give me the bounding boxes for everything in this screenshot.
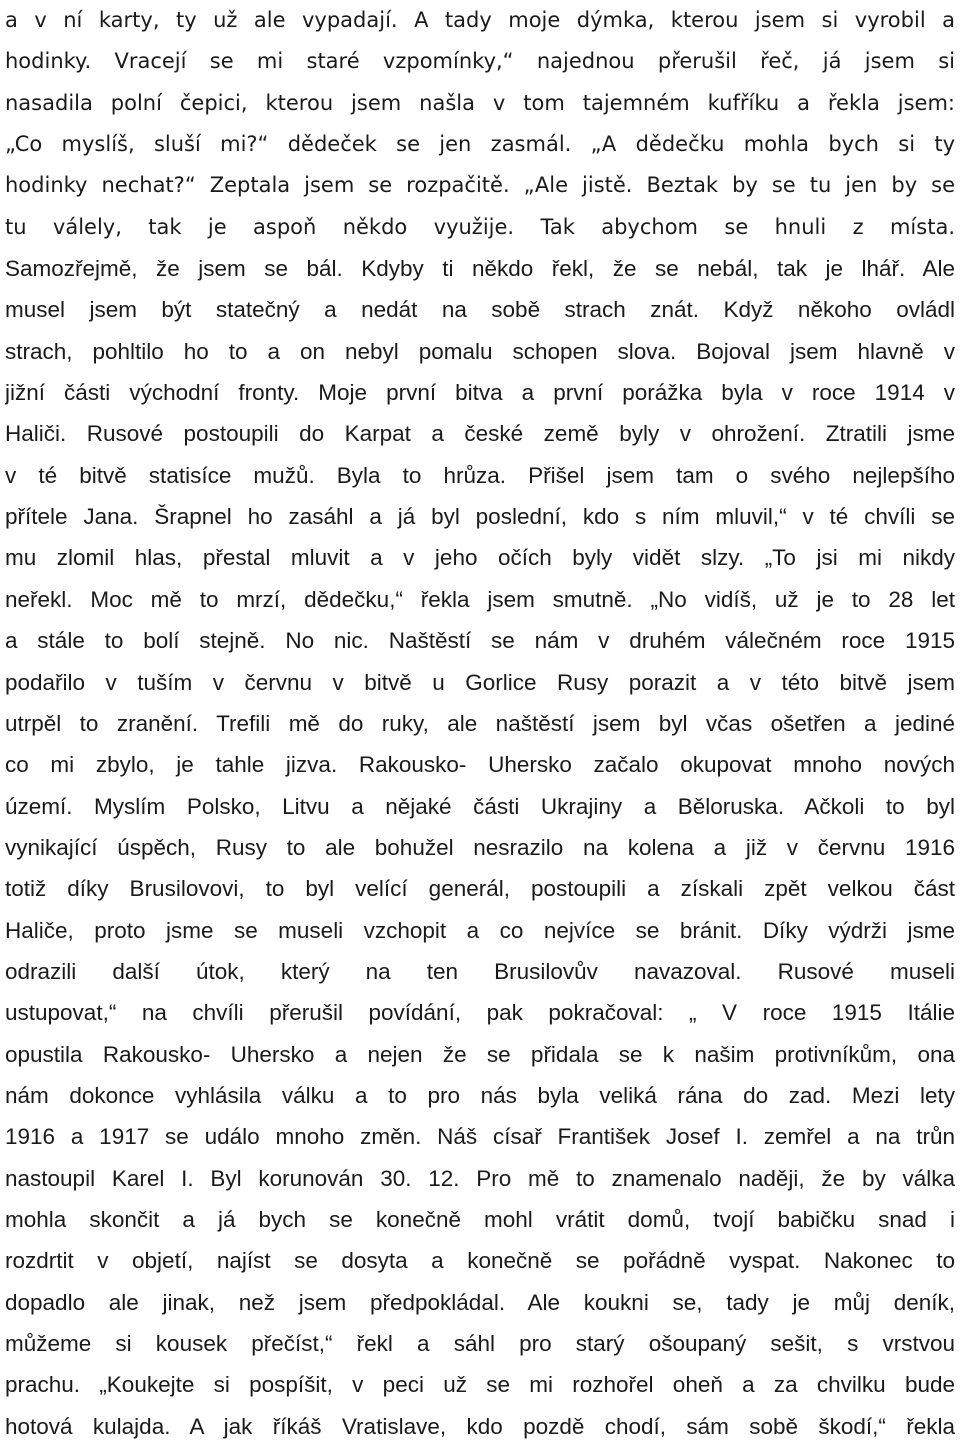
text-line: hodinky nechat?“ Zeptala jsem se rozpačitě. „Ale jistě. Beztak by se tu jen by se bbox=[5, 173, 955, 198]
text-line: musel jsem být statečný a nedát na sobě strach znát. Když někoho ovládl bbox=[5, 297, 955, 323]
text-line: a stále to bolí stejně. No nic. Naštěstí se nám v druhém válečném roce 1915 bbox=[5, 628, 955, 654]
text-line: totiž díky Brusilovovi, to byl velící generál, postoupili a získali zpět velkou část bbox=[5, 876, 955, 902]
text-line: hotová kulajda. A jak říkáš Vratislave, kdo pozdě chodí, sám sobě škodí,“ řekla bbox=[5, 1413, 955, 1439]
text-line: jižní části východní fronty. Moje první bitva a první porážka byla v roce 1914 v bbox=[5, 380, 955, 406]
text-line: co mi zbylo, je tahle jizva. Rakousko- Uhersko začalo okupovat mnoho nových bbox=[5, 752, 955, 778]
text-line: odrazili další útok, který na ten Brusilovův navazoval. Rusové museli bbox=[5, 958, 955, 984]
text-line: podařilo v tuším v červnu v bitvě u Gorlice Rusy porazit a v této bitvě jsem bbox=[5, 669, 955, 695]
text-line: nastoupil Karel I. Byl korunován 30. 12. Pro mě to znamenalo naději, že by válka bbox=[5, 1165, 955, 1191]
text-line: Haliče, proto jsme se museli vzchopit a co nejvíce se bránit. Díky výdrži jsme bbox=[5, 917, 955, 943]
text-line: přítele Jana. Šrapnel ho zasáhl a já byl poslední, kdo s ním mluvil,“ v té chvíli se bbox=[5, 504, 955, 530]
text-line: Haliči. Rusové postoupili do Karpat a české země byly v ohrožení. Ztratili jsme bbox=[5, 421, 955, 447]
text-line: 1916 a 1917 se událo mnoho změn. Náš císař František Josef I. zemřel a na trůn bbox=[5, 1124, 955, 1150]
text-line: nám dokonce vyhlásila válku a to pro nás byla veliká rána do zad. Mezi lety bbox=[5, 1082, 955, 1108]
text-line: mu zlomil hlas, přestal mluvit a v jeho očích byly vidět slzy. „To jsi mi nikdy bbox=[5, 545, 955, 571]
text-line: vynikající úspěch, Rusy to ale bohužel nesrazilo na kolena a již v červnu 1916 bbox=[5, 834, 955, 860]
text-line: „Co myslíš, sluší mi?“ dědeček se jen zasmál. „A dědečku mohla bych si ty bbox=[5, 132, 955, 157]
document-page bbox=[5, 0, 955, 1447]
text-line: utrpěl to zranění. Trefili mě do ruky, ale naštěstí jsem byl včas ošetřen a jediné bbox=[5, 710, 955, 736]
text-line: mohla skončit a já bych se konečně mohl vrátit domů, tvojí babičku snad i bbox=[5, 1206, 955, 1232]
text-line: tu válely, tak je aspoň někdo využije. Tak abychom se hnuli z místa. bbox=[5, 214, 955, 239]
text-line: území. Myslím Polsko, Litvu a nějaké části Ukrajiny a Běloruska. Ačkoli to byl bbox=[5, 793, 955, 819]
text-line: hodinky. Vracejí se mi staré vzpomínky,“ najednou přerušil řeč, já jsem si bbox=[5, 49, 955, 74]
text-line: nasadila polní čepici, kterou jsem našla v tom tajemném kufříku a řekla jsem: bbox=[5, 90, 955, 115]
text-line: prachu. „Koukejte si pospíšit, v peci už se mi rozhořel oheň a za chvilku bude bbox=[5, 1372, 955, 1398]
text-line: Samozřejmě, že jsem se bál. Kdyby ti někdo řekl, že se nebál, tak je lhář. Ale bbox=[5, 256, 955, 282]
text-line: opustila Rakousko- Uhersko a nejen že se přidala se k našim protivníkům, ona bbox=[5, 1041, 955, 1067]
text-line: strach, pohltilo ho to a on nebyl pomalu schopen slova. Bojoval jsem hlavně v bbox=[5, 338, 955, 364]
text-line: v té bitvě statisíce mužů. Byla to hrůza. Přišel jsem tam o svého nejlepšího bbox=[5, 462, 955, 488]
text-line: dopadlo ale jinak, než jsem předpokládal. Ale koukni se, tady je můj deník, bbox=[5, 1289, 955, 1315]
text-line: ustupovat,“ na chvíli přerušil povídání, pak pokračoval: „ V roce 1915 Itálie bbox=[5, 1000, 955, 1026]
text-line: můžeme si kousek přečíst,“ řekl a sáhl pro starý ošoupaný sešit, s vrstvou bbox=[5, 1331, 955, 1356]
text-line: rozdrtit v objetí, najíst se dosyta a konečně se pořádně vyspat. Nakonec to bbox=[5, 1248, 955, 1274]
text-line: neřekl. Moc mě to mrzí, dědečku,“ řekla jsem smutně. „No vidíš, už je to 28 let bbox=[5, 586, 955, 612]
text-line: a v ní karty, ty už ale vypadají. A tady moje dýmka, kterou jsem si vyrobil a bbox=[5, 8, 955, 32]
